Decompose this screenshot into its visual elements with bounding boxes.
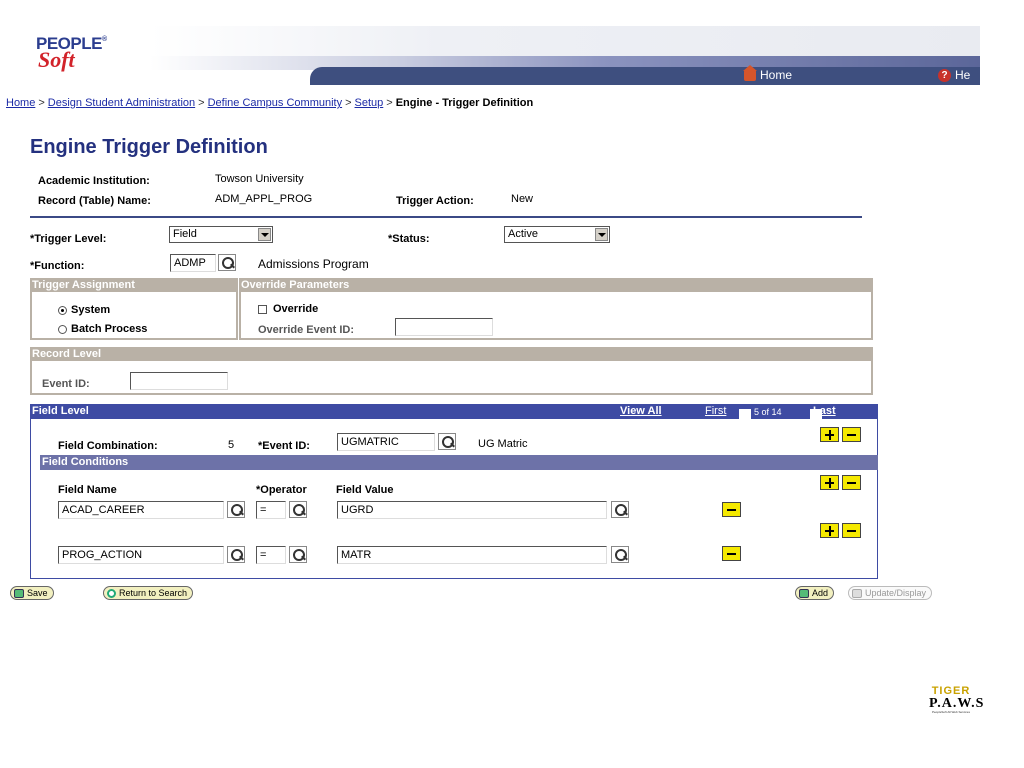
help-label: He bbox=[955, 68, 971, 82]
paws-tagline: PeopleSoft All Web Services bbox=[932, 710, 970, 714]
record-event-id-input[interactable] bbox=[130, 372, 228, 390]
record-name-value: ADM_APPL_PROG bbox=[215, 193, 313, 205]
radio-batch-process[interactable] bbox=[58, 323, 147, 335]
logo-top-text: PEOPLE bbox=[36, 34, 102, 53]
academic-institution-label: Academic Institution: bbox=[38, 175, 150, 187]
event-id-lookup-icon[interactable] bbox=[438, 433, 456, 450]
add-button[interactable] bbox=[795, 586, 834, 600]
field-value-lookup-icon[interactable] bbox=[611, 501, 629, 518]
trigger-assignment-heading: Trigger Assignment bbox=[30, 278, 238, 292]
trigger-level-label: *Trigger Level: bbox=[30, 233, 107, 245]
override-label: Override bbox=[273, 303, 319, 315]
save-label: Save bbox=[27, 588, 48, 598]
academic-institution-value: Towson University bbox=[215, 173, 304, 185]
add-condition-row-button[interactable] bbox=[820, 523, 839, 538]
status-label: *Status: bbox=[388, 233, 430, 245]
operator-lookup-icon[interactable] bbox=[289, 546, 307, 563]
radio-batch-label: Batch Process bbox=[71, 323, 148, 335]
operator-lookup-icon[interactable] bbox=[289, 501, 307, 518]
delete-condition-row-button[interactable] bbox=[722, 546, 741, 561]
update-display-label: Update/Display bbox=[865, 588, 927, 598]
home-icon bbox=[744, 70, 756, 81]
delete-condition-button[interactable] bbox=[842, 475, 861, 490]
field-level-title: Field Level bbox=[32, 405, 89, 417]
search-icon bbox=[107, 589, 116, 598]
breadcrumb-setup[interactable]: Setup bbox=[354, 97, 384, 109]
override-checkbox[interactable] bbox=[258, 303, 318, 315]
operator-input[interactable]: = bbox=[256, 501, 286, 519]
paws-text: P.A.W.S bbox=[929, 696, 985, 711]
breadcrumb: Home > Design Student Administration > Define Campus Community > Setup > Engine - Trigger Definition bbox=[6, 97, 534, 109]
help-icon: ? bbox=[938, 69, 951, 82]
home-nav-link[interactable] bbox=[744, 68, 792, 82]
trigger-level-select[interactable] bbox=[169, 226, 273, 243]
tiger-paws-logo bbox=[929, 685, 985, 714]
breadcrumb-home[interactable]: Home bbox=[6, 97, 36, 109]
last-link[interactable]: Last bbox=[813, 405, 836, 417]
field-name-lookup-icon[interactable] bbox=[227, 546, 245, 563]
row-counter: 5 of 14 bbox=[754, 407, 782, 417]
status-select[interactable] bbox=[504, 226, 610, 243]
first-link[interactable]: First bbox=[705, 405, 727, 417]
column-operator: *Operator bbox=[256, 484, 307, 496]
add-condition-button[interactable] bbox=[820, 475, 839, 490]
field-combination-label: Field Combination: bbox=[58, 440, 158, 452]
radio-system-label: System bbox=[71, 304, 111, 316]
trigger-level-value: Field bbox=[173, 228, 197, 240]
field-name-input[interactable]: PROG_ACTION bbox=[58, 546, 224, 564]
page-title: Engine Trigger Definition bbox=[30, 136, 268, 158]
chevron-down-icon bbox=[258, 228, 271, 241]
radio-icon bbox=[58, 325, 67, 334]
column-field-value: Field Value bbox=[336, 484, 394, 496]
breadcrumb-design-student-admin[interactable]: Design Student Administration bbox=[47, 97, 196, 109]
return-to-search-button[interactable] bbox=[103, 586, 193, 600]
radio-system[interactable] bbox=[58, 304, 110, 316]
field-event-id-input[interactable]: UGMATRIC bbox=[337, 433, 435, 451]
column-field-name: Field Name bbox=[58, 484, 117, 496]
record-event-id-label: Event ID: bbox=[42, 378, 90, 390]
record-level-heading: Record Level bbox=[30, 347, 873, 361]
field-value-lookup-icon[interactable] bbox=[611, 546, 629, 563]
chevron-down-icon bbox=[595, 228, 608, 241]
add-label: Add bbox=[812, 588, 829, 598]
add-row-button[interactable] bbox=[820, 427, 839, 442]
breadcrumb-define-campus-community[interactable]: Define Campus Community bbox=[207, 97, 343, 109]
field-value-input[interactable]: UGRD bbox=[337, 501, 607, 519]
update-display-button bbox=[848, 586, 932, 600]
override-parameters-heading: Override Parameters bbox=[239, 278, 873, 292]
logo-bottom-text: Soft bbox=[38, 47, 75, 72]
record-name-label: Record (Table) Name: bbox=[38, 195, 151, 207]
delete-row-button[interactable] bbox=[842, 427, 861, 442]
field-conditions-heading: Field Conditions bbox=[40, 455, 878, 470]
field-event-id-label: *Event ID: bbox=[258, 440, 310, 452]
field-combination-value: 5 bbox=[228, 439, 235, 451]
field-name-input[interactable]: ACAD_CAREER bbox=[58, 501, 224, 519]
field-name-lookup-icon[interactable] bbox=[227, 501, 245, 518]
trigger-action-value: New bbox=[511, 193, 534, 205]
radio-icon bbox=[58, 306, 67, 315]
save-button[interactable] bbox=[10, 586, 54, 600]
function-label: *Function: bbox=[30, 260, 85, 272]
return-to-search-label: Return to Search bbox=[119, 588, 188, 598]
peoplesoft-logo: PEOPLE ® Soft bbox=[36, 34, 107, 72]
breadcrumb-current: Engine - Trigger Definition bbox=[395, 97, 534, 109]
header-nav-bar bbox=[310, 67, 980, 85]
view-all-link[interactable]: View All bbox=[620, 405, 662, 417]
header-band bbox=[150, 26, 980, 56]
field-value-input[interactable]: MATR bbox=[337, 546, 607, 564]
add-icon bbox=[799, 589, 809, 598]
function-description: Admissions Program bbox=[258, 257, 369, 271]
status-value: Active bbox=[508, 228, 538, 240]
override-event-id-input[interactable] bbox=[395, 318, 493, 336]
help-nav-link[interactable] bbox=[938, 68, 970, 82]
save-icon bbox=[14, 589, 24, 598]
header-divider bbox=[30, 216, 862, 218]
tiger-text: TIGER bbox=[931, 685, 971, 697]
delete-condition-row-button[interactable] bbox=[722, 502, 741, 517]
checkbox-icon bbox=[258, 305, 267, 314]
function-lookup-icon[interactable] bbox=[218, 254, 236, 271]
delete-condition-row-button[interactable] bbox=[842, 523, 861, 538]
trigger-action-label: Trigger Action: bbox=[396, 195, 474, 207]
field-event-description: UG Matric bbox=[478, 438, 528, 450]
home-label: Home bbox=[760, 68, 793, 82]
function-input[interactable]: ADMP bbox=[170, 254, 216, 272]
previous-arrow-icon[interactable] bbox=[739, 409, 751, 420]
update-icon bbox=[852, 589, 862, 598]
override-event-id-label: Override Event ID: bbox=[258, 324, 354, 336]
operator-input[interactable]: = bbox=[256, 546, 286, 564]
